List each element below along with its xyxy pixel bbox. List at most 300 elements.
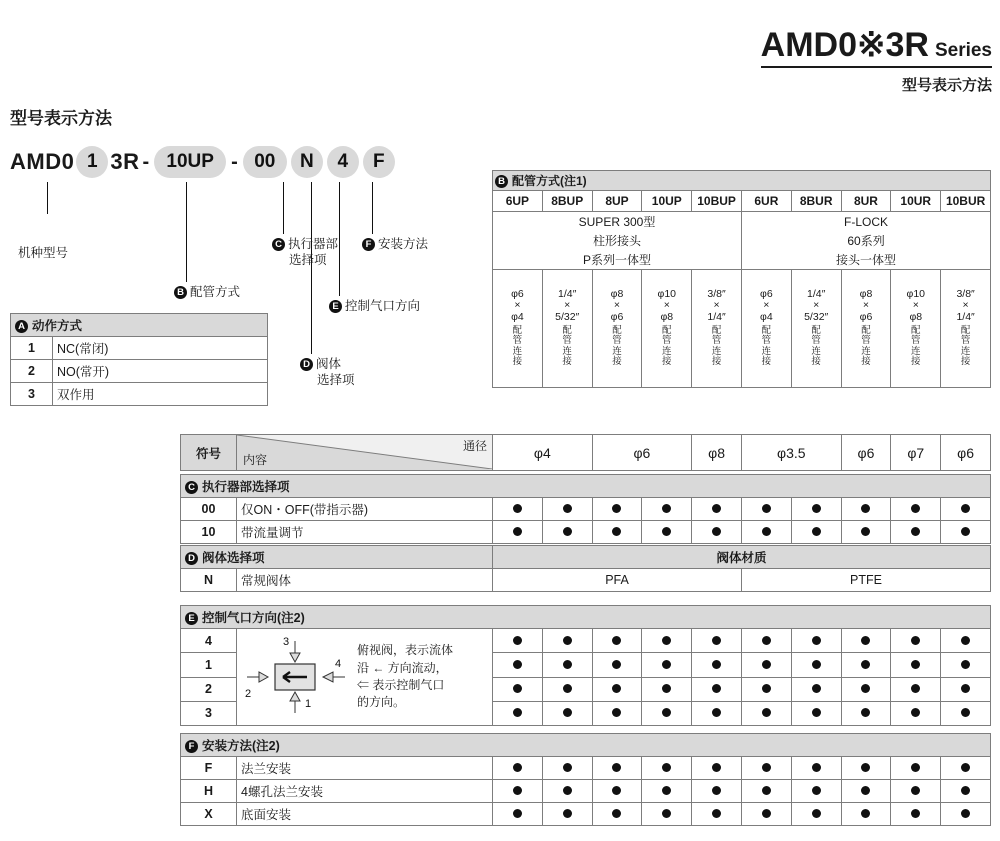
dot-cell (493, 653, 543, 677)
availability-dot (812, 504, 821, 513)
availability-dot (861, 504, 870, 513)
availability-dot (513, 786, 522, 795)
dot-cell (493, 629, 543, 653)
col-10bur: 10BUR (941, 191, 991, 212)
dot-cell (891, 521, 941, 544)
availability-dot (662, 684, 671, 693)
availability-dot (563, 684, 572, 693)
table-a-desc-3: 双作用 (53, 383, 268, 406)
dot-cell (741, 803, 791, 826)
table-a-code-1: 1 (11, 337, 53, 360)
col-10ur: 10UR (891, 191, 941, 212)
code-a-chip[interactable]: 1 (76, 146, 108, 178)
dot-cell (841, 780, 891, 803)
availability-dot (563, 763, 572, 772)
availability-dot (861, 763, 870, 772)
dot-cell (493, 780, 543, 803)
leader-c (283, 182, 284, 234)
callout-d-label2: 选择项 (317, 372, 355, 387)
dot-cell (493, 803, 543, 826)
leader-model (47, 182, 48, 214)
callout-b (174, 285, 240, 301)
col-10bup: 10BUP (692, 191, 742, 212)
note-line-3: ⇐ 表示控制气口 (357, 678, 445, 692)
dot-cell (791, 498, 841, 521)
table-e-title: 控制气口方向(注2) (202, 611, 305, 625)
table-a (10, 313, 268, 406)
dot-cell (741, 701, 791, 725)
availability-dot (712, 809, 721, 818)
dot-cell (692, 780, 742, 803)
availability-dot (861, 809, 870, 818)
valve-diagram (237, 631, 357, 723)
availability-dot (961, 809, 970, 818)
table-row (11, 383, 268, 406)
dot-cell (592, 677, 642, 701)
table-b (492, 170, 990, 388)
dot-cell (941, 521, 991, 544)
availability-dot (961, 684, 970, 693)
note-line-4: 的方向。 (357, 695, 406, 710)
callout-d (300, 357, 370, 388)
table-d-title: 阀体选择项 (202, 551, 265, 565)
callout-d-mark: D (300, 358, 313, 371)
table-row (181, 803, 991, 826)
code-d-chip[interactable]: N (291, 146, 323, 178)
dot-cell (542, 521, 592, 544)
table-a-desc-2: NO(常开) (53, 360, 268, 383)
header-subtitle: 型号表示方法 (901, 77, 992, 94)
dot-cell (542, 629, 592, 653)
col-8up: 8UP (592, 191, 642, 212)
dot-cell (692, 498, 742, 521)
col-6ur: 6UR (741, 191, 791, 212)
availability-dot (812, 684, 821, 693)
availability-dot (513, 527, 522, 536)
dot-cell (791, 521, 841, 544)
dot-cell (692, 521, 742, 544)
availability-dot (712, 786, 721, 795)
size-cell-9: φ10 × φ8 配 管 连 接 (891, 270, 941, 388)
availability-dot (612, 527, 621, 536)
availability-dot (762, 809, 771, 818)
availability-dot (662, 504, 671, 513)
table-d-desc-1: 常规阀体 (237, 569, 493, 592)
table-e-code-3: 2 (181, 677, 237, 701)
availability-dot (662, 527, 671, 536)
availability-dot (812, 763, 821, 772)
availability-dot (762, 636, 771, 645)
availability-dot (812, 708, 821, 717)
bore-value-2: φ6 (592, 435, 692, 471)
dot-cell (692, 629, 742, 653)
callout-d-label: 阀体 (316, 357, 342, 371)
dot-cell (891, 757, 941, 780)
availability-dot (563, 660, 572, 669)
size-cell-5: 3/8″ × 1/4″ 配 管 连 接 (692, 270, 742, 388)
availability-dot (612, 708, 621, 717)
dot-cell (741, 677, 791, 701)
document-header (761, 28, 992, 95)
dot-cell (841, 701, 891, 725)
dot-cell (493, 498, 543, 521)
availability-dot (961, 660, 970, 669)
table-f (180, 733, 990, 826)
table-c-header (181, 475, 991, 498)
availability-dot (612, 504, 621, 513)
bore-row (180, 434, 990, 471)
dot-cell (592, 653, 642, 677)
series-title (761, 28, 992, 62)
availability-dot (563, 527, 572, 536)
code-b-chip[interactable]: 10UP (154, 146, 226, 178)
dot-cell (791, 803, 841, 826)
group-left-line2: 柱形接头 (493, 231, 742, 250)
table-e-header (181, 606, 991, 629)
availability-dot (612, 809, 621, 818)
availability-dot (762, 660, 771, 669)
callout-e-label: 控制气口方向 (345, 299, 421, 313)
dot-cell (642, 629, 692, 653)
dot-cell (642, 521, 692, 544)
dot-cell (592, 757, 642, 780)
leader-b (186, 182, 187, 282)
dot-cell (741, 757, 791, 780)
availability-dot (812, 527, 821, 536)
availability-dot (762, 763, 771, 772)
callout-b-mark: B (174, 286, 187, 299)
dot-cell (891, 701, 941, 725)
bore-value-1: φ4 (493, 435, 593, 471)
availability-dot (662, 786, 671, 795)
dot-cell (891, 498, 941, 521)
callout-f-label: 安装方法 (378, 237, 429, 251)
table-e-code-4: 3 (181, 701, 237, 725)
table-e (180, 605, 990, 726)
table-e-code-2: 1 (181, 653, 237, 677)
availability-dot (911, 660, 920, 669)
availability-dot (762, 504, 771, 513)
dot-cell (941, 757, 991, 780)
dot-cell (741, 521, 791, 544)
dot-cell (642, 701, 692, 725)
dot-cell (741, 498, 791, 521)
dot-cell (891, 629, 941, 653)
availability-dot (712, 527, 721, 536)
table-f-desc-3: 底面安装 (237, 803, 493, 826)
bore-label: 通径 (462, 439, 487, 453)
table-d-material-header: 阀体材质 (493, 546, 991, 569)
dot-cell (542, 653, 592, 677)
callout-c-label: 执行器部 (288, 237, 339, 251)
series-title-text: AMD0※3R (760, 26, 929, 64)
availability-dot (612, 786, 621, 795)
availability-dot (961, 636, 970, 645)
availability-dot (513, 636, 522, 645)
table-b-sizes (493, 270, 991, 388)
availability-dot (612, 763, 621, 772)
table-row (181, 569, 991, 592)
table-f-code-2: H (181, 780, 237, 803)
dot-cell (542, 701, 592, 725)
dot-cell (941, 803, 991, 826)
dot-cell (841, 677, 891, 701)
dot-cell (891, 780, 941, 803)
bore-value-4: φ3.5 (741, 435, 841, 471)
dot-cell (841, 498, 891, 521)
bore-value-6: φ7 (891, 435, 941, 471)
callout-b-label: 配管方式 (190, 285, 241, 299)
code-mid: 3R (110, 149, 140, 174)
leader-f (372, 182, 373, 234)
availability-dot (911, 636, 920, 645)
table-e-mark: E (185, 612, 198, 625)
dot-cell (642, 803, 692, 826)
availability-dot (662, 636, 671, 645)
dot-cell (741, 629, 791, 653)
availability-dot (861, 527, 870, 536)
table-f-header (181, 734, 991, 757)
table-f-code-3: X (181, 803, 237, 826)
availability-dot (712, 504, 721, 513)
page-title: 型号表示方法 (10, 109, 112, 128)
table-c (180, 474, 990, 544)
table-c-code-1: 00 (181, 498, 237, 521)
dot-cell (542, 803, 592, 826)
table-row (181, 629, 991, 653)
availability-dot (712, 684, 721, 693)
table-row (181, 757, 991, 780)
availability-dot (762, 786, 771, 795)
model-code-row (10, 145, 397, 179)
table-f-title: 安装方法(注2) (202, 739, 280, 753)
availability-dot (612, 684, 621, 693)
callout-c-label2: 选择项 (289, 252, 327, 267)
availability-dot (712, 708, 721, 717)
table-row (11, 337, 268, 360)
dot-cell (692, 757, 742, 780)
table-d-material-left: PFA (493, 569, 742, 592)
valve-diagram-svg (237, 631, 357, 723)
port-direction-note (357, 642, 492, 712)
dot-cell (791, 677, 841, 701)
availability-dot (861, 660, 870, 669)
availability-dot (961, 763, 970, 772)
size-cell-2: 1/4″ × 5/32″ 配 管 连 接 (542, 270, 592, 388)
dot-cell (692, 677, 742, 701)
table-row (11, 360, 268, 383)
callout-model-label: 机种型号 (18, 246, 69, 260)
callout-f (362, 237, 428, 253)
code-e-chip[interactable]: 4 (327, 146, 359, 178)
size-cell-1: φ6 × φ4 配 管 连 接 (493, 270, 543, 388)
dot-cell (841, 521, 891, 544)
size-cell-8: φ8 × φ6 配 管 连 接 (841, 270, 891, 388)
availability-dot (563, 809, 572, 818)
dot-cell (841, 653, 891, 677)
group-right-name: F-LOCK (741, 212, 990, 232)
size-cell-6: φ6 × φ4 配 管 连 接 (741, 270, 791, 388)
dot-cell (941, 780, 991, 803)
table-d (180, 545, 990, 592)
dot-cell (542, 757, 592, 780)
availability-dot (513, 504, 522, 513)
table-row (181, 498, 991, 521)
availability-dot (563, 504, 572, 513)
bore-value-7: φ6 (941, 435, 991, 471)
availability-dot (612, 660, 621, 669)
dot-cell (592, 701, 642, 725)
dot-cell (941, 653, 991, 677)
dot-cell (493, 677, 543, 701)
content-label: 内容 (243, 453, 268, 467)
dot-cell (692, 701, 742, 725)
code-dash-2: - (231, 150, 238, 173)
availability-dot (712, 660, 721, 669)
availability-dot (513, 660, 522, 669)
dot-cell (542, 498, 592, 521)
availability-dot (762, 684, 771, 693)
callout-e-mark: E (329, 300, 342, 313)
dot-cell (493, 701, 543, 725)
dot-cell (642, 498, 692, 521)
availability-dot (861, 684, 870, 693)
dot-cell (841, 757, 891, 780)
group-left-name: SUPER 300型 (493, 212, 742, 232)
availability-dot (513, 708, 522, 717)
dot-cell (692, 653, 742, 677)
callout-e (329, 299, 420, 315)
availability-dot (861, 636, 870, 645)
note-line-1: 俯视阀，表示流体 (357, 643, 454, 658)
svg-text:4: 4 (335, 658, 342, 670)
col-8ur: 8UR (841, 191, 891, 212)
table-a-title: 动作方式 (32, 319, 83, 333)
table-b-mark: B (495, 175, 508, 188)
dot-cell (791, 653, 841, 677)
availability-dot (961, 504, 970, 513)
dot-cell (891, 803, 941, 826)
size-cell-10: 3/8″ × 1/4″ 配 管 连 接 (941, 270, 991, 388)
table-c-title: 执行器部选择项 (202, 480, 290, 494)
size-cell-4: φ10 × φ8 配 管 连 接 (642, 270, 692, 388)
table-c-code-2: 10 (181, 521, 237, 544)
table-a-header (11, 314, 268, 337)
availability-dot (662, 809, 671, 818)
callout-c-mark: C (272, 238, 285, 251)
content-bore-header (237, 435, 493, 471)
dot-cell (642, 653, 692, 677)
dot-cell (642, 757, 692, 780)
availability-dot (961, 786, 970, 795)
dot-cell (592, 629, 642, 653)
availability-dot (513, 684, 522, 693)
availability-dot (812, 809, 821, 818)
availability-dot (612, 636, 621, 645)
dot-cell (941, 498, 991, 521)
dot-cell (542, 677, 592, 701)
availability-dot (911, 504, 920, 513)
dot-cell (791, 629, 841, 653)
table-c-mark: C (185, 481, 198, 494)
dot-cell (791, 757, 841, 780)
dot-cell (741, 780, 791, 803)
table-b-columns (493, 191, 991, 212)
table-f-desc-1: 法兰安装 (237, 757, 493, 780)
availability-dot (812, 636, 821, 645)
dot-cell (642, 780, 692, 803)
dot-cell (592, 521, 642, 544)
table-c-desc-2: 带流量调节 (237, 521, 493, 544)
table-f-code-1: F (181, 757, 237, 780)
availability-dot (911, 809, 920, 818)
table-d-header (181, 546, 493, 569)
svg-text:3: 3 (283, 636, 290, 648)
dot-cell (791, 780, 841, 803)
code-dash-1: - (142, 150, 150, 173)
code-c-chip[interactable]: 00 (243, 146, 287, 178)
symbol-header: 符号 (181, 435, 237, 471)
group-left-line3: P系列一体型 (493, 250, 742, 270)
diagonal-divider (237, 435, 492, 469)
table-d-material-right: PTFE (742, 569, 991, 592)
table-b-header (493, 171, 991, 191)
group-right-line2: 60系列 (741, 231, 990, 250)
table-a-code-3: 3 (11, 383, 53, 406)
availability-dot (513, 763, 522, 772)
dot-cell (592, 803, 642, 826)
note-line-2: 沿 ← 方向流动， (357, 660, 448, 675)
table-a-code-2: 2 (11, 360, 53, 383)
dot-cell (791, 701, 841, 725)
availability-dot (861, 786, 870, 795)
table-e-code-1: 4 (181, 629, 237, 653)
svg-text:1: 1 (305, 698, 312, 710)
availability-dot (812, 660, 821, 669)
col-10up: 10UP (642, 191, 692, 212)
svg-text:2: 2 (245, 688, 252, 700)
table-row (181, 521, 991, 544)
dot-cell (891, 653, 941, 677)
dot-cell (841, 803, 891, 826)
dot-cell (493, 521, 543, 544)
table-d-mark: D (185, 552, 198, 565)
col-6up: 6UP (493, 191, 543, 212)
dot-cell (592, 780, 642, 803)
bore-value-5: φ6 (841, 435, 891, 471)
table-b-title: 配管方式(注1) (512, 174, 587, 188)
dot-cell (891, 677, 941, 701)
availability-dot (911, 763, 920, 772)
code-f-chip[interactable]: F (363, 146, 395, 178)
bore-value-3: φ8 (692, 435, 742, 471)
dot-cell (692, 803, 742, 826)
dot-cell (542, 780, 592, 803)
availability-dot (911, 684, 920, 693)
col-8bup: 8BUP (542, 191, 592, 212)
availability-dot (662, 708, 671, 717)
group-right-line3: 接头一体型 (741, 250, 990, 270)
dot-cell (941, 677, 991, 701)
col-8bur: 8BUR (791, 191, 841, 212)
availability-dot (961, 527, 970, 536)
availability-dot (911, 708, 920, 717)
dot-cell (941, 701, 991, 725)
callout-f-mark: F (362, 238, 375, 251)
port-direction-illustration (237, 629, 493, 726)
series-word: Series (934, 40, 992, 61)
size-cell-3: φ8 × φ6 配 管 连 接 (592, 270, 642, 388)
